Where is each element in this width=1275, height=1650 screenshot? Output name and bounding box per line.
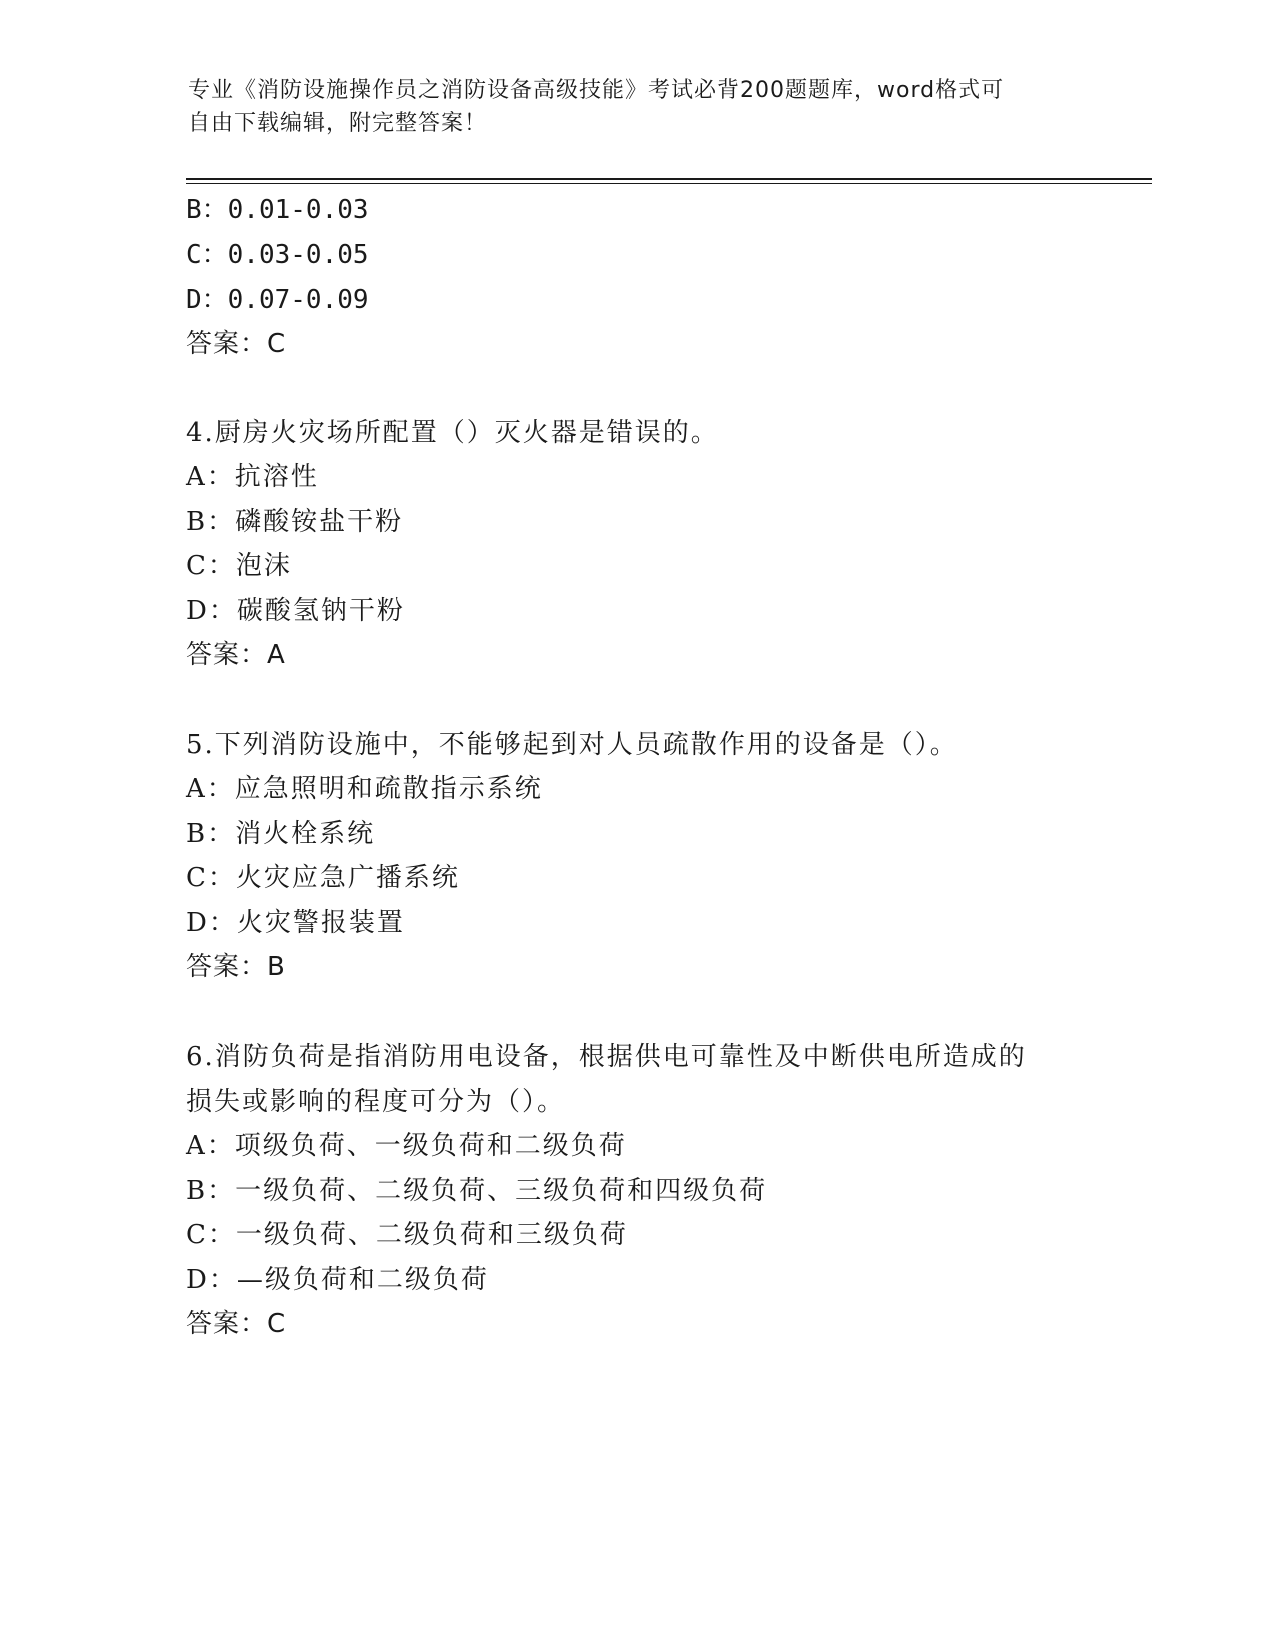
q3-answer: 答案：C: [186, 329, 287, 359]
q5-option-b: B：消火栓系统: [186, 819, 376, 849]
q5-option-a: A：应急照明和疏散指示系统: [186, 774, 543, 804]
q4-option-d: D：碳酸氢钠干粉: [186, 596, 405, 626]
q5-option-d: D：火灾警报装置: [186, 908, 405, 938]
q6-option-a: A：项级负荷、一级负荷和二级负荷: [186, 1131, 627, 1161]
q3-option-c: C：0.03-0.05: [186, 240, 369, 270]
q4-option-c: C：泡沫: [186, 551, 292, 581]
q6-option-c: C：一级负荷、二级负荷和三级负荷: [186, 1220, 628, 1250]
q5-answer: 答案：B: [186, 952, 286, 982]
q3-option-b: B：0.01-0.03: [186, 195, 369, 225]
q4-option-b: B：磷酸铵盐干粉: [186, 507, 404, 537]
header-rule-thin: [186, 183, 1152, 184]
q6-question-line-1: 6.消防负荷是指消防用电设备，根据供电可靠性及中断供电所造成的: [186, 1042, 1027, 1072]
q4-option-a: A：抗溶性: [186, 462, 319, 492]
q6-answer: 答案：C: [186, 1309, 287, 1339]
q4-answer: 答案：A: [186, 640, 286, 670]
header-rule-thick: [186, 178, 1152, 180]
q5-option-c: C：火灾应急广播系统: [186, 863, 460, 893]
q5-question: 5.下列消防设施中，不能够起到对人员疏散作用的设备是（）。: [186, 730, 958, 760]
q4-question: 4.厨房火灾场所配置（）灭火器是错误的。: [186, 418, 719, 448]
q6-option-d: D：—级负荷和二级负荷: [186, 1265, 489, 1295]
header-line-2: 自由下载编辑，附完整答案！: [188, 111, 488, 136]
document-header: [188, 74, 1068, 140]
header-line-1: 专业《消防设施操作员之消防设备高级技能》考试必背200题题库，word格式可: [188, 78, 1005, 103]
q3-option-d: D：0.07-0.09: [186, 285, 369, 315]
q6-option-b: B：一级负荷、二级负荷、三级负荷和四级负荷: [186, 1176, 768, 1206]
q6-question-line-2: 损失或影响的程度可分为（）。: [186, 1087, 566, 1117]
